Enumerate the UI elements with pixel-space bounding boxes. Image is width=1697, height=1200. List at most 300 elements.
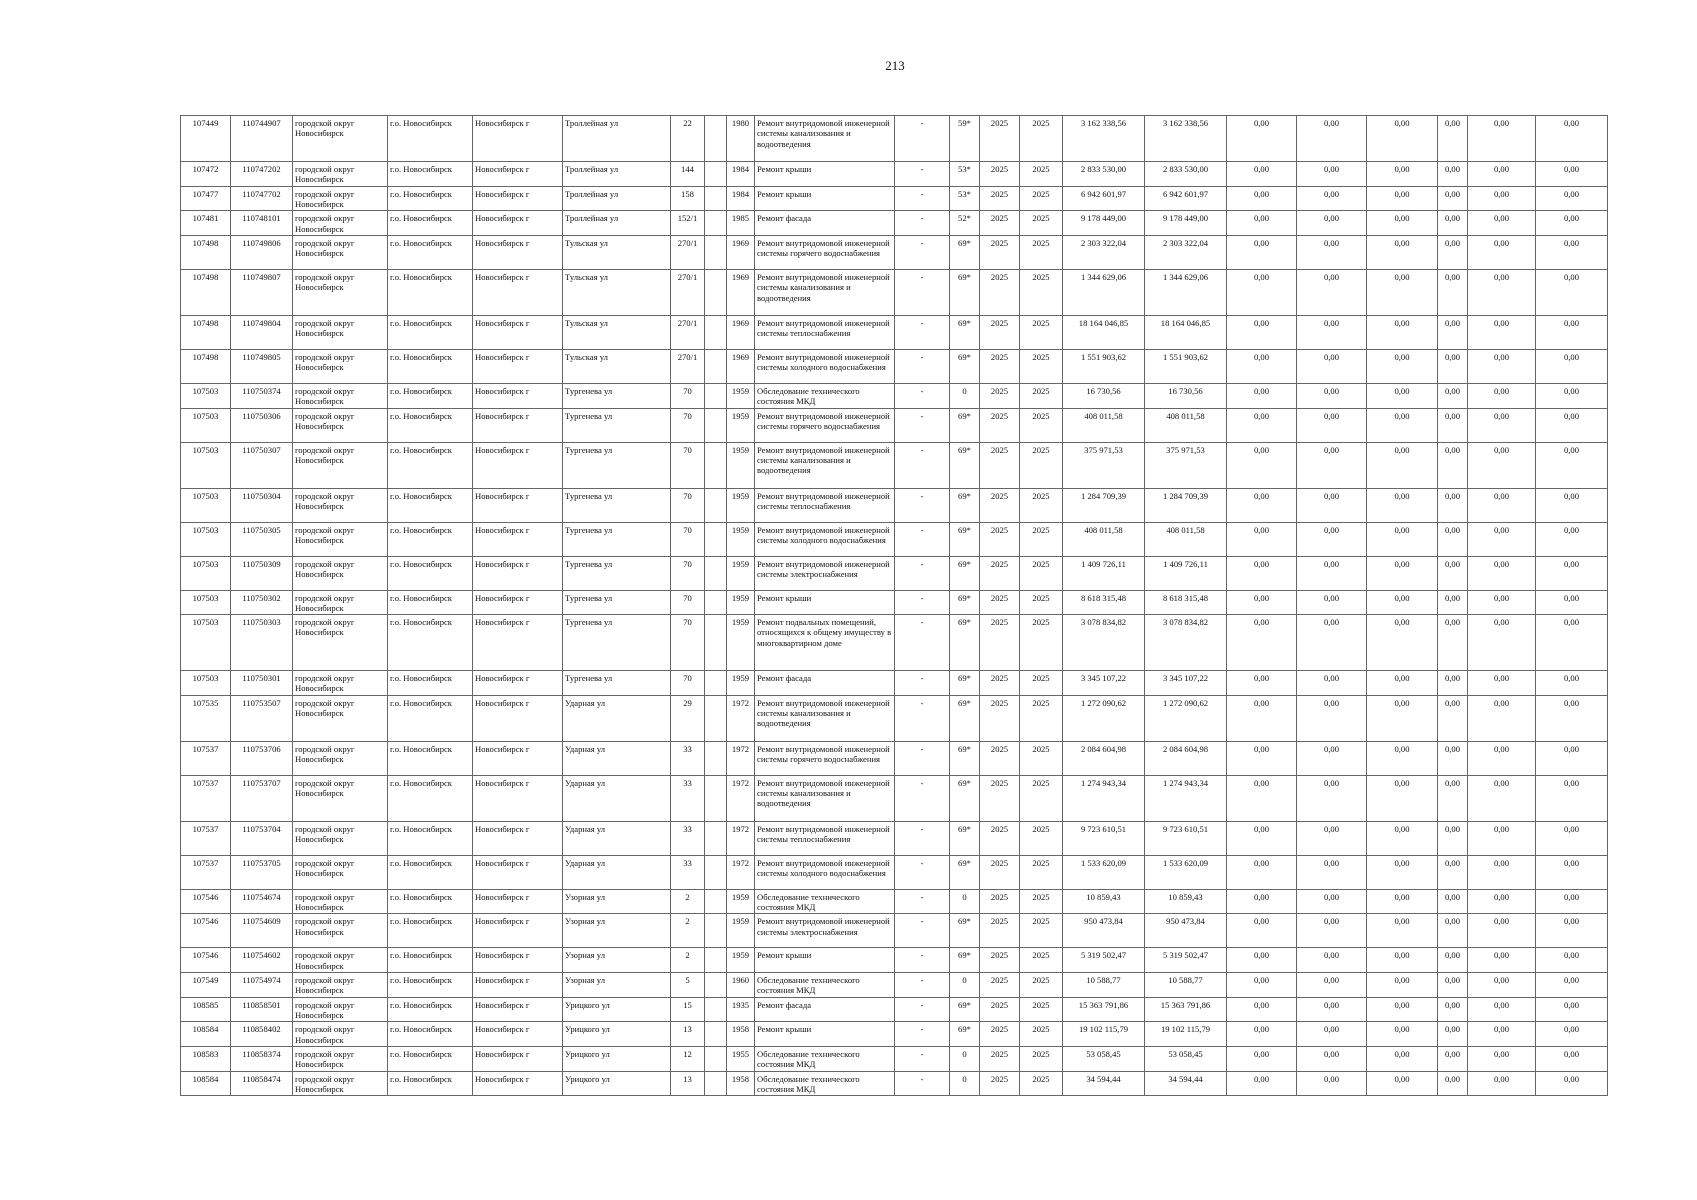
table-row bbox=[181, 695, 1608, 741]
row-work-type: Обследование технического состояния МКД bbox=[755, 1046, 895, 1071]
row-value-3: 0,00 bbox=[1367, 1071, 1438, 1096]
row-city: Новосибирск г bbox=[473, 349, 563, 383]
row-value-1: 0,00 bbox=[1227, 162, 1297, 187]
row-code: 110858402 bbox=[231, 1022, 293, 1047]
row-letter bbox=[705, 522, 727, 556]
table-row bbox=[181, 948, 1608, 973]
row-wear: 0 bbox=[950, 889, 980, 914]
row-id: 107498 bbox=[181, 269, 231, 315]
row-street: Тульская ул bbox=[563, 315, 671, 349]
row-fund-cost: 3 078 834,82 bbox=[1145, 615, 1227, 671]
row-municipality: г.о. Новосибирск bbox=[388, 889, 473, 914]
row-wear: 69* bbox=[950, 315, 980, 349]
row-dash: - bbox=[895, 821, 950, 855]
row-value-4: 0,00 bbox=[1438, 1022, 1468, 1047]
row-value-4: 0,00 bbox=[1438, 211, 1468, 236]
table-row bbox=[181, 855, 1608, 889]
row-house: 33 bbox=[671, 821, 705, 855]
row-value-2: 0,00 bbox=[1297, 855, 1367, 889]
row-code: 110747202 bbox=[231, 162, 293, 187]
row-code: 110858374 bbox=[231, 1046, 293, 1071]
row-total-cost: 5 319 502,47 bbox=[1063, 948, 1145, 973]
row-start-year: 2025 bbox=[980, 162, 1020, 187]
row-wear: 69* bbox=[950, 590, 980, 615]
table-row bbox=[181, 162, 1608, 187]
row-id: 107503 bbox=[181, 556, 231, 590]
row-letter bbox=[705, 1022, 727, 1047]
row-year: 1955 bbox=[727, 1046, 755, 1071]
row-wear: 69* bbox=[950, 522, 980, 556]
row-municipality: г.о. Новосибирск bbox=[388, 1022, 473, 1047]
row-value-2: 0,00 bbox=[1297, 235, 1367, 269]
table-row bbox=[181, 442, 1608, 488]
row-value-5: 0,00 bbox=[1468, 741, 1536, 775]
row-value-6: 0,00 bbox=[1536, 556, 1608, 590]
row-value-6: 0,00 bbox=[1536, 349, 1608, 383]
row-street: Урицкого ул bbox=[563, 1046, 671, 1071]
row-start-year: 2025 bbox=[980, 855, 1020, 889]
row-value-4: 0,00 bbox=[1438, 948, 1468, 973]
row-municipality: г.о. Новосибирск bbox=[388, 590, 473, 615]
row-wear: 0 bbox=[950, 383, 980, 408]
row-end-year: 2025 bbox=[1020, 973, 1063, 998]
row-city: Новосибирск г bbox=[473, 556, 563, 590]
row-value-4: 0,00 bbox=[1438, 671, 1468, 696]
row-end-year: 2025 bbox=[1020, 116, 1063, 162]
row-district: городской округ Новосибирск bbox=[293, 235, 388, 269]
row-value-1: 0,00 bbox=[1227, 615, 1297, 671]
row-city: Новосибирск г bbox=[473, 671, 563, 696]
row-house: 70 bbox=[671, 442, 705, 488]
row-value-2: 0,00 bbox=[1297, 671, 1367, 696]
row-wear: 69* bbox=[950, 235, 980, 269]
row-year: 1984 bbox=[727, 162, 755, 187]
row-value-4: 0,00 bbox=[1438, 162, 1468, 187]
row-value-4: 0,00 bbox=[1438, 522, 1468, 556]
row-street: Тульская ул bbox=[563, 235, 671, 269]
row-municipality: г.о. Новосибирск bbox=[388, 741, 473, 775]
row-city: Новосибирск г bbox=[473, 775, 563, 821]
row-value-6: 0,00 bbox=[1536, 948, 1608, 973]
row-end-year: 2025 bbox=[1020, 556, 1063, 590]
row-work-type: Ремонт внутридомовой инженерной системы теплоснабжения bbox=[755, 488, 895, 522]
row-year: 1985 bbox=[727, 211, 755, 236]
row-house: 270/1 bbox=[671, 315, 705, 349]
row-district: городской округ Новосибирск bbox=[293, 162, 388, 187]
row-total-cost: 10 588,77 bbox=[1063, 973, 1145, 998]
row-letter bbox=[705, 235, 727, 269]
row-city: Новосибирск г bbox=[473, 211, 563, 236]
row-district: городской округ Новосибирск bbox=[293, 914, 388, 948]
row-dash: - bbox=[895, 162, 950, 187]
row-district: городской округ Новосибирск bbox=[293, 186, 388, 211]
row-district: городской округ Новосибирск bbox=[293, 211, 388, 236]
row-value-2: 0,00 bbox=[1297, 914, 1367, 948]
row-value-2: 0,00 bbox=[1297, 695, 1367, 741]
row-year: 1959 bbox=[727, 556, 755, 590]
row-street: Урицкого ул bbox=[563, 1022, 671, 1047]
row-dash: - bbox=[895, 1071, 950, 1096]
row-start-year: 2025 bbox=[980, 556, 1020, 590]
row-street: Тургенева ул bbox=[563, 442, 671, 488]
row-code: 110750302 bbox=[231, 590, 293, 615]
row-value-3: 0,00 bbox=[1367, 162, 1438, 187]
row-street: Узорная ул bbox=[563, 889, 671, 914]
row-value-5: 0,00 bbox=[1468, 615, 1536, 671]
row-letter bbox=[705, 186, 727, 211]
row-total-cost: 18 164 046,85 bbox=[1063, 315, 1145, 349]
row-house: 2 bbox=[671, 948, 705, 973]
row-value-6: 0,00 bbox=[1536, 997, 1608, 1022]
row-municipality: г.о. Новосибирск bbox=[388, 997, 473, 1022]
row-work-type: Ремонт внутридомовой инженерной системы холодного водоснабжения bbox=[755, 855, 895, 889]
row-end-year: 2025 bbox=[1020, 590, 1063, 615]
capital-repair-table bbox=[180, 115, 1608, 1096]
row-total-cost: 8 618 315,48 bbox=[1063, 590, 1145, 615]
row-district: городской округ Новосибирск bbox=[293, 408, 388, 442]
row-city: Новосибирск г bbox=[473, 1046, 563, 1071]
row-year: 1959 bbox=[727, 442, 755, 488]
row-value-3: 0,00 bbox=[1367, 1022, 1438, 1047]
row-value-1: 0,00 bbox=[1227, 695, 1297, 741]
row-dash: - bbox=[895, 522, 950, 556]
table-body bbox=[181, 116, 1608, 1096]
row-wear: 69* bbox=[950, 695, 980, 741]
row-municipality: г.о. Новосибирск bbox=[388, 162, 473, 187]
row-end-year: 2025 bbox=[1020, 488, 1063, 522]
row-value-3: 0,00 bbox=[1367, 556, 1438, 590]
row-district: городской округ Новосибирск bbox=[293, 1046, 388, 1071]
row-year: 1935 bbox=[727, 997, 755, 1022]
row-value-4: 0,00 bbox=[1438, 997, 1468, 1022]
row-dash: - bbox=[895, 997, 950, 1022]
row-letter bbox=[705, 889, 727, 914]
row-value-1: 0,00 bbox=[1227, 116, 1297, 162]
row-city: Новосибирск г bbox=[473, 315, 563, 349]
row-district: городской округ Новосибирск bbox=[293, 269, 388, 315]
row-fund-cost: 18 164 046,85 bbox=[1145, 315, 1227, 349]
row-value-2: 0,00 bbox=[1297, 269, 1367, 315]
row-work-type: Ремонт внутридомовой инженерной системы горячего водоснабжения bbox=[755, 408, 895, 442]
row-house: 270/1 bbox=[671, 269, 705, 315]
row-fund-cost: 1 344 629,06 bbox=[1145, 269, 1227, 315]
row-value-4: 0,00 bbox=[1438, 615, 1468, 671]
row-start-year: 2025 bbox=[980, 889, 1020, 914]
row-value-2: 0,00 bbox=[1297, 1071, 1367, 1096]
row-value-1: 0,00 bbox=[1227, 775, 1297, 821]
row-value-1: 0,00 bbox=[1227, 488, 1297, 522]
row-value-1: 0,00 bbox=[1227, 948, 1297, 973]
row-district: городской округ Новосибирск bbox=[293, 488, 388, 522]
row-municipality: г.о. Новосибирск bbox=[388, 973, 473, 998]
row-code: 110744907 bbox=[231, 116, 293, 162]
row-work-type: Ремонт крыши bbox=[755, 186, 895, 211]
row-value-4: 0,00 bbox=[1438, 408, 1468, 442]
row-fund-cost: 34 594,44 bbox=[1145, 1071, 1227, 1096]
row-letter bbox=[705, 211, 727, 236]
row-total-cost: 1 409 726,11 bbox=[1063, 556, 1145, 590]
row-year: 1959 bbox=[727, 522, 755, 556]
row-city: Новосибирск г bbox=[473, 948, 563, 973]
row-total-cost: 1 551 903,62 bbox=[1063, 349, 1145, 383]
row-code: 110753704 bbox=[231, 821, 293, 855]
row-value-6: 0,00 bbox=[1536, 488, 1608, 522]
row-code: 110750309 bbox=[231, 556, 293, 590]
row-city: Новосибирск г bbox=[473, 442, 563, 488]
row-fund-cost: 15 363 791,86 bbox=[1145, 997, 1227, 1022]
row-value-1: 0,00 bbox=[1227, 973, 1297, 998]
row-year: 1959 bbox=[727, 590, 755, 615]
row-house: 270/1 bbox=[671, 349, 705, 383]
row-id: 107498 bbox=[181, 315, 231, 349]
row-start-year: 2025 bbox=[980, 522, 1020, 556]
row-dash: - bbox=[895, 556, 950, 590]
table-row bbox=[181, 315, 1608, 349]
row-value-5: 0,00 bbox=[1468, 855, 1536, 889]
row-code: 110750303 bbox=[231, 615, 293, 671]
row-work-type: Ремонт крыши bbox=[755, 162, 895, 187]
row-fund-cost: 9 723 610,51 bbox=[1145, 821, 1227, 855]
row-id: 108585 bbox=[181, 997, 231, 1022]
row-value-3: 0,00 bbox=[1367, 269, 1438, 315]
row-value-3: 0,00 bbox=[1367, 914, 1438, 948]
row-fund-cost: 8 618 315,48 bbox=[1145, 590, 1227, 615]
row-id: 107498 bbox=[181, 349, 231, 383]
row-house: 33 bbox=[671, 775, 705, 821]
row-start-year: 2025 bbox=[980, 741, 1020, 775]
row-year: 1969 bbox=[727, 269, 755, 315]
row-value-4: 0,00 bbox=[1438, 695, 1468, 741]
row-value-6: 0,00 bbox=[1536, 162, 1608, 187]
table-row bbox=[181, 1046, 1608, 1071]
row-city: Новосибирск г bbox=[473, 1022, 563, 1047]
row-value-6: 0,00 bbox=[1536, 973, 1608, 998]
table-row bbox=[181, 408, 1608, 442]
row-value-2: 0,00 bbox=[1297, 162, 1367, 187]
row-year: 1960 bbox=[727, 973, 755, 998]
row-fund-cost: 10 588,77 bbox=[1145, 973, 1227, 998]
row-work-type: Ремонт внутридомовой инженерной системы канализования и водоотведения bbox=[755, 269, 895, 315]
row-value-5: 0,00 bbox=[1468, 973, 1536, 998]
row-district: городской округ Новосибирск bbox=[293, 775, 388, 821]
row-house: 12 bbox=[671, 1046, 705, 1071]
row-id: 107503 bbox=[181, 590, 231, 615]
table-row bbox=[181, 615, 1608, 671]
row-city: Новосибирск г bbox=[473, 973, 563, 998]
row-value-6: 0,00 bbox=[1536, 186, 1608, 211]
row-municipality: г.о. Новосибирск bbox=[388, 408, 473, 442]
row-work-type: Ремонт внутридомовой инженерной системы теплоснабжения bbox=[755, 821, 895, 855]
row-value-6: 0,00 bbox=[1536, 671, 1608, 696]
row-value-1: 0,00 bbox=[1227, 1046, 1297, 1071]
row-value-4: 0,00 bbox=[1438, 349, 1468, 383]
table-row bbox=[181, 1022, 1608, 1047]
row-value-3: 0,00 bbox=[1367, 615, 1438, 671]
row-letter bbox=[705, 269, 727, 315]
row-value-6: 0,00 bbox=[1536, 235, 1608, 269]
row-municipality: г.о. Новосибирск bbox=[388, 695, 473, 741]
row-work-type: Ремонт внутридомовой инженерной системы канализования и водоотведения bbox=[755, 775, 895, 821]
row-value-5: 0,00 bbox=[1468, 948, 1536, 973]
row-wear: 52* bbox=[950, 211, 980, 236]
row-code: 110754974 bbox=[231, 973, 293, 998]
row-street: Урицкого ул bbox=[563, 997, 671, 1022]
row-value-3: 0,00 bbox=[1367, 315, 1438, 349]
row-house: 152/1 bbox=[671, 211, 705, 236]
row-end-year: 2025 bbox=[1020, 855, 1063, 889]
row-city: Новосибирск г bbox=[473, 590, 563, 615]
row-year: 1969 bbox=[727, 235, 755, 269]
row-street: Тульская ул bbox=[563, 349, 671, 383]
row-value-4: 0,00 bbox=[1438, 488, 1468, 522]
table-row bbox=[181, 116, 1608, 162]
row-id: 107537 bbox=[181, 855, 231, 889]
row-fund-cost: 2 084 604,98 bbox=[1145, 741, 1227, 775]
row-total-cost: 408 011,58 bbox=[1063, 408, 1145, 442]
row-wear: 69* bbox=[950, 997, 980, 1022]
row-district: городской округ Новосибирск bbox=[293, 522, 388, 556]
row-value-3: 0,00 bbox=[1367, 973, 1438, 998]
row-total-cost: 1 344 629,06 bbox=[1063, 269, 1145, 315]
row-year: 1959 bbox=[727, 889, 755, 914]
row-total-cost: 3 078 834,82 bbox=[1063, 615, 1145, 671]
row-value-5: 0,00 bbox=[1468, 775, 1536, 821]
row-id: 107549 bbox=[181, 973, 231, 998]
row-house: 70 bbox=[671, 488, 705, 522]
row-value-5: 0,00 bbox=[1468, 695, 1536, 741]
row-city: Новосибирск г bbox=[473, 997, 563, 1022]
row-house: 70 bbox=[671, 556, 705, 590]
row-dash: - bbox=[895, 1046, 950, 1071]
row-value-1: 0,00 bbox=[1227, 889, 1297, 914]
row-value-3: 0,00 bbox=[1367, 671, 1438, 696]
row-value-3: 0,00 bbox=[1367, 590, 1438, 615]
row-value-5: 0,00 bbox=[1468, 235, 1536, 269]
row-value-2: 0,00 bbox=[1297, 116, 1367, 162]
row-value-5: 0,00 bbox=[1468, 590, 1536, 615]
row-value-5: 0,00 bbox=[1468, 914, 1536, 948]
row-city: Новосибирск г bbox=[473, 162, 563, 187]
row-value-3: 0,00 bbox=[1367, 235, 1438, 269]
row-total-cost: 9 723 610,51 bbox=[1063, 821, 1145, 855]
row-total-cost: 16 730,56 bbox=[1063, 383, 1145, 408]
row-municipality: г.о. Новосибирск bbox=[388, 116, 473, 162]
row-street: Ударная ул bbox=[563, 821, 671, 855]
row-street: Тульская ул bbox=[563, 269, 671, 315]
row-value-6: 0,00 bbox=[1536, 914, 1608, 948]
row-city: Новосибирск г bbox=[473, 488, 563, 522]
row-value-1: 0,00 bbox=[1227, 741, 1297, 775]
row-wear: 0 bbox=[950, 1046, 980, 1071]
row-id: 107503 bbox=[181, 488, 231, 522]
row-district: городской округ Новосибирск bbox=[293, 315, 388, 349]
row-code: 110754602 bbox=[231, 948, 293, 973]
row-value-2: 0,00 bbox=[1297, 821, 1367, 855]
row-value-2: 0,00 bbox=[1297, 775, 1367, 821]
row-value-1: 0,00 bbox=[1227, 269, 1297, 315]
row-work-type: Ремонт подвальных помещений, относящихся к общему имуществу в многоквартирном доме bbox=[755, 615, 895, 671]
row-dash: - bbox=[895, 615, 950, 671]
row-dash: - bbox=[895, 1022, 950, 1047]
row-fund-cost: 53 058,45 bbox=[1145, 1046, 1227, 1071]
row-start-year: 2025 bbox=[980, 349, 1020, 383]
row-start-year: 2025 bbox=[980, 671, 1020, 696]
row-work-type: Обследование технического состояния МКД bbox=[755, 889, 895, 914]
row-start-year: 2025 bbox=[980, 488, 1020, 522]
row-value-6: 0,00 bbox=[1536, 821, 1608, 855]
row-value-2: 0,00 bbox=[1297, 315, 1367, 349]
row-wear: 53* bbox=[950, 186, 980, 211]
row-value-4: 0,00 bbox=[1438, 741, 1468, 775]
table-row bbox=[181, 522, 1608, 556]
row-fund-cost: 5 319 502,47 bbox=[1145, 948, 1227, 973]
row-code: 110753706 bbox=[231, 741, 293, 775]
row-id: 107537 bbox=[181, 821, 231, 855]
row-street: Троллейная ул bbox=[563, 186, 671, 211]
row-dash: - bbox=[895, 775, 950, 821]
row-dash: - bbox=[895, 211, 950, 236]
row-city: Новосибирск г bbox=[473, 408, 563, 442]
row-value-5: 0,00 bbox=[1468, 671, 1536, 696]
row-city: Новосибирск г bbox=[473, 889, 563, 914]
row-wear: 69* bbox=[950, 671, 980, 696]
row-code: 110750374 bbox=[231, 383, 293, 408]
row-value-1: 0,00 bbox=[1227, 315, 1297, 349]
row-house: 270/1 bbox=[671, 235, 705, 269]
row-fund-cost: 10 859,43 bbox=[1145, 889, 1227, 914]
row-value-6: 0,00 bbox=[1536, 383, 1608, 408]
row-value-1: 0,00 bbox=[1227, 211, 1297, 236]
row-value-4: 0,00 bbox=[1438, 914, 1468, 948]
row-district: городской округ Новосибирск bbox=[293, 349, 388, 383]
row-value-3: 0,00 bbox=[1367, 186, 1438, 211]
row-value-3: 0,00 bbox=[1367, 821, 1438, 855]
row-value-4: 0,00 bbox=[1438, 235, 1468, 269]
row-end-year: 2025 bbox=[1020, 235, 1063, 269]
row-work-type: Ремонт фасада bbox=[755, 671, 895, 696]
row-house: 158 bbox=[671, 186, 705, 211]
row-value-5: 0,00 bbox=[1468, 408, 1536, 442]
row-value-2: 0,00 bbox=[1297, 889, 1367, 914]
row-end-year: 2025 bbox=[1020, 671, 1063, 696]
row-fund-cost: 408 011,58 bbox=[1145, 522, 1227, 556]
row-work-type: Обследование технического состояния МКД bbox=[755, 973, 895, 998]
row-letter bbox=[705, 116, 727, 162]
row-letter bbox=[705, 162, 727, 187]
row-value-6: 0,00 bbox=[1536, 315, 1608, 349]
row-municipality: г.о. Новосибирск bbox=[388, 615, 473, 671]
row-dash: - bbox=[895, 488, 950, 522]
row-id: 107481 bbox=[181, 211, 231, 236]
row-total-cost: 1 533 620,09 bbox=[1063, 855, 1145, 889]
table-row bbox=[181, 556, 1608, 590]
row-wear: 69* bbox=[950, 556, 980, 590]
row-municipality: г.о. Новосибирск bbox=[388, 855, 473, 889]
row-code: 110750301 bbox=[231, 671, 293, 696]
row-value-3: 0,00 bbox=[1367, 695, 1438, 741]
row-year: 1969 bbox=[727, 349, 755, 383]
row-municipality: г.о. Новосибирск bbox=[388, 235, 473, 269]
row-id: 107503 bbox=[181, 408, 231, 442]
row-value-4: 0,00 bbox=[1438, 315, 1468, 349]
row-fund-cost: 3 345 107,22 bbox=[1145, 671, 1227, 696]
row-house: 13 bbox=[671, 1071, 705, 1096]
row-value-4: 0,00 bbox=[1438, 889, 1468, 914]
row-street: Узорная ул bbox=[563, 948, 671, 973]
row-street: Тургенева ул bbox=[563, 383, 671, 408]
row-value-1: 0,00 bbox=[1227, 855, 1297, 889]
row-value-1: 0,00 bbox=[1227, 235, 1297, 269]
